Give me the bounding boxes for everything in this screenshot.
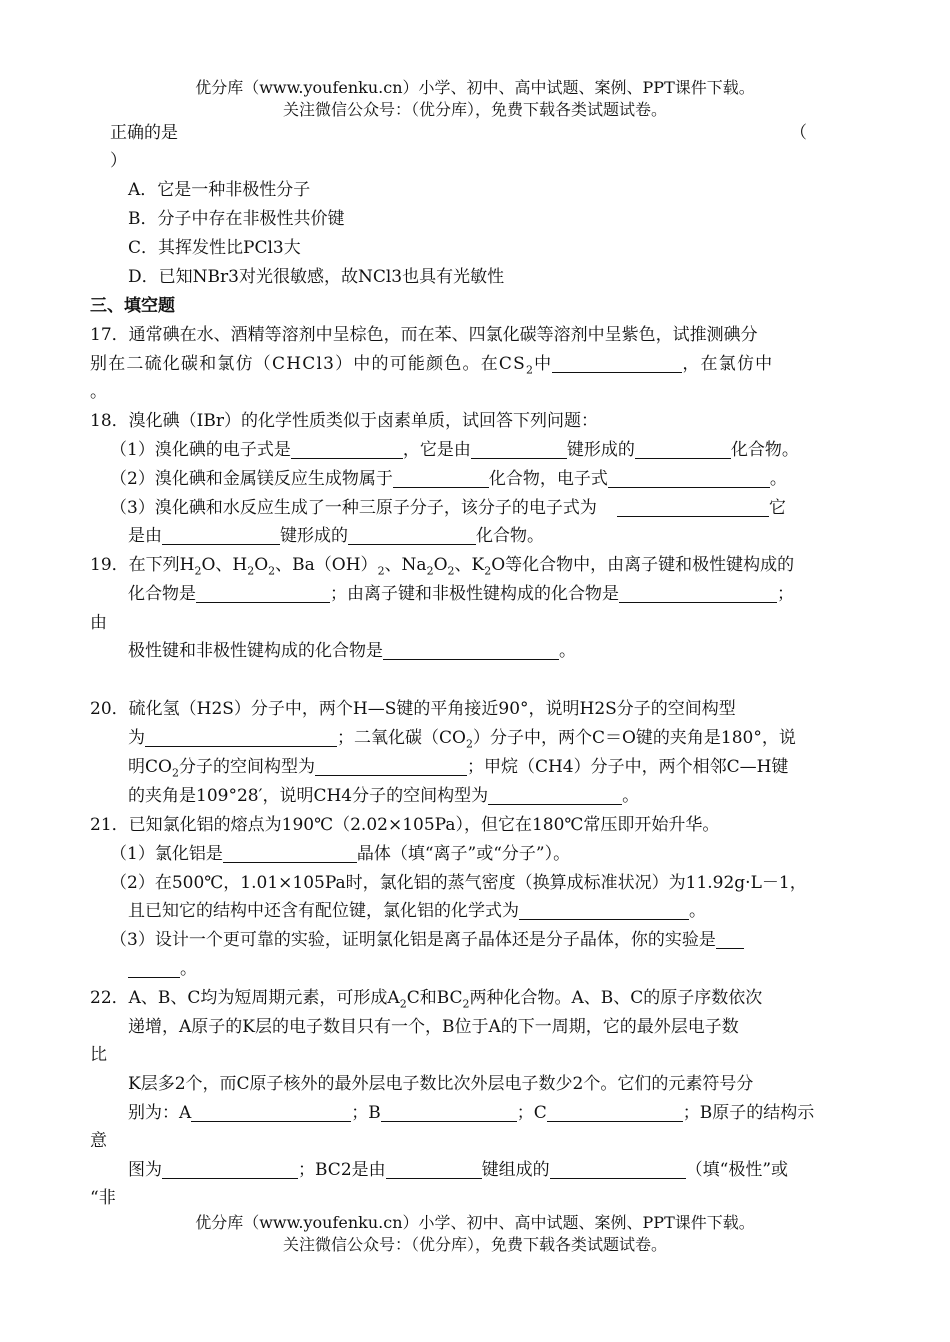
q22-blank-structure[interactable] [162,1160,298,1179]
q18-part-2: （2）溴化碘和金属镁反应生成物属于 化合物，电子式 。 [110,469,787,489]
q22-blank-a[interactable] [191,1103,351,1122]
q18-blank-7[interactable] [162,526,280,545]
q18-part-1: （1）溴化碘的电子式是 ，它是由 键形成的 化合物。 [110,440,799,460]
q21-blank-2[interactable] [519,901,689,920]
q19-line-2: 化合物是 ；由离子键和非极性键构成的化合物是 ； [128,584,794,604]
q22-blank-c[interactable] [547,1103,683,1122]
q20-blank-1[interactable] [145,728,337,747]
q16-option-a: A．它是一种非极性分子 [128,180,311,200]
q17-line-1: 17．通常碘在水、酒精等溶剂中呈棕色，而在苯、四氯化碳等溶剂中呈紫色，试推测碘分 [90,325,758,345]
q16-stem: 正确的是 [110,123,178,143]
q21-part-2-cont: 且已知它的结构中还含有配位键，氯化铝的化学式为 。 [128,901,706,921]
q18-blank-4[interactable] [393,469,489,488]
q18-stem: 18．溴化碘（IBr）的化学性质类似于卤素单质，试回答下列问题： [90,411,598,431]
q18-part-3: （3）溴化碘和水反应生成了一种三原子分子，该分子的电子式为 它 [110,498,786,518]
header-line-1: 优分库（www.youfenku.cn）小学、初中、高中试题、案例、PPT课件下载。 [195,78,755,97]
q16-paren-close: ） [110,151,127,171]
q20-blank-3[interactable] [488,786,622,805]
q22-line-4: K层多2个，而C原子核外的最外层电子数比次外层电子数少2个。它们的元素符号分 [128,1074,754,1094]
q19-blank-1[interactable] [196,584,330,603]
q16-paren-open: （ [790,123,807,143]
q22-line-1: 22．A、B、C均为短周期元素，可形成$A_2C$和$BC_2$两种化合物。A、B、C的原子序数依次 [90,988,763,1011]
q19-line-1: 19．在下列$H_2O$、$H_2O_2$、$Ba(OH)_2$、$Na_2O_2$、$K_2O$等化合物中，由离子键和极性键构成的 [90,555,795,578]
q22-line-2: 递增，A原子的K层的电子数目只有一个，B位于A的下一周期，它的最外层电子数 [128,1017,739,1037]
q18-part-3-cont: 是由 键形成的 化合物。 [128,526,544,546]
q22-line-3: 比 [90,1045,107,1065]
q21-part-3-cont: 。 [128,957,197,981]
q21-blank-3b[interactable] [128,959,180,978]
q21-line-1: 21．已知氯化铝的熔点为190℃（2.02×105Pa），但它在180℃常压即开始升华。 [90,815,720,835]
q22-blank-polarity[interactable] [550,1160,686,1179]
q17-line-2: 别在二硫化碳和氯仿（CHCl3）中的可能颜色。在$CS_2$中 ，在氯仿中 [90,354,774,377]
q20-line-2: 为 ；二氧化碳$(CO_2)$分子中，两个C＝O键的夹角是180°，说 [128,728,796,751]
q21-part-3: （3）设计一个更可靠的实验，证明氯化铝是离子晶体还是分子晶体，你的实验是 [110,928,744,952]
header-line-2: 关注微信公众号：（优分库），免费下载各类试题试卷。 [282,100,667,119]
footer-line-2: 关注微信公众号：（优分库），免费下载各类试题试卷。 [282,1235,667,1254]
q18-blank-5[interactable] [608,469,770,488]
q22-blank-b[interactable] [381,1103,517,1122]
q21-blank-1[interactable] [223,844,357,863]
section-title-fill-blank: 三、填空题 [90,296,175,316]
q20-line-4: 的夹角是109°28′，说明CH4分子的空间构型为 。 [128,786,640,806]
q22-line-7: 图为 ；BC2是由 键组成的 （填“极性”或 [128,1160,789,1180]
q18-blank-8[interactable] [348,526,476,545]
q17-line-3: 。 [90,382,107,402]
q21-part-2: （2）在500℃，1.01×105Pa时，氯化铝的蒸气密度（换算成标准状况）为11.92g·L－1， [110,873,807,893]
q22-line-8: “非 [90,1188,116,1208]
q17-blank-cs2[interactable] [552,354,682,373]
q16-option-d: D．已知NBr3对光很敏感，故NCl3也具有光敏性 [128,267,505,287]
q22-line-5: 别为：A ；B ；C ；B原子的结构示 [128,1103,815,1123]
q19-line-3: 由 [90,613,107,633]
q22-line-6: 意 [90,1131,107,1151]
q18-blank-3[interactable] [635,440,731,459]
q16-option-c: C．其挥发性比PCl3大 [128,238,301,258]
q21-blank-3a[interactable] [716,930,744,949]
q19-blank-3[interactable] [383,641,559,660]
q20-blank-2[interactable] [315,757,467,776]
footer-line-1: 优分库（www.youfenku.cn）小学、初中、高中试题、案例、PPT课件下载。 [195,1213,755,1232]
q19-blank-2[interactable] [619,584,777,603]
q21-part-1: （1）氯化铝是 晶体（填“离子”或“分子”）。 [110,844,571,864]
q20-line-1: 20．硫化氢（H2S）分子中，两个H—S键的平角接近90°，说明H2S分子的空间构型 [90,699,736,719]
q20-line-3: 明$CO_2$分子的空间构型为 ；甲烷（CH4）分子中，两个相邻C—H键 [128,757,789,780]
q18-blank-1[interactable] [291,440,403,459]
q19-line-4: 极性键和非极性键构成的化合物是 。 [128,641,576,661]
q16-option-b: B．分子中存在非极性共价键 [128,209,345,229]
q18-blank-2[interactable] [471,440,567,459]
q18-blank-6[interactable] [617,498,769,517]
q22-blank-bond[interactable] [386,1160,482,1179]
